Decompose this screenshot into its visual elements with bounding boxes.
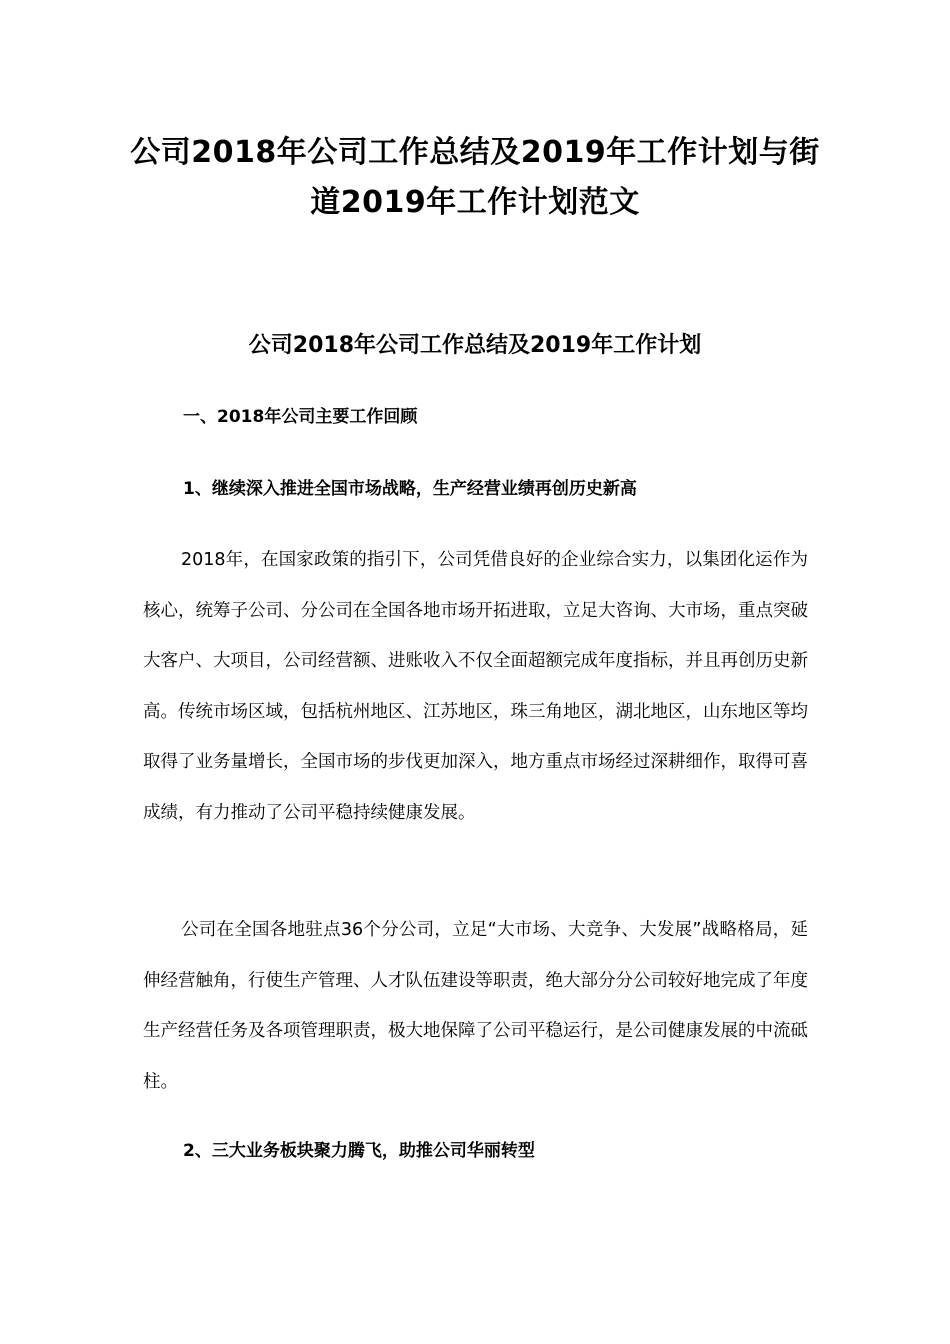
- paragraph-2018-overview: 2018年，在国家政策的指引下，公司凭借良好的企业综合实力，以集团化运作为核心，统筹子公司、分公司在全国各地市场开拓进取，立足大咨询、大市场，重点突破大客户、大项目，公司经营额、进账收入不仅全面超额完成年度指标，并且再创历史新高。传统市场区域，包括杭州地区、江苏地区，珠三角地区，湖北地区，山东地区等均取得了业务量增长，全国市场的步伐更加深入，地方重点市场经过深耕细作，取得可喜成绩，有力推动了公司平稳持续健康发展。: [143, 550, 808, 823]
- document-title: 公司2018年公司工作总结及2019年工作计划与街道2019年工作计划范文: [130, 135, 820, 220]
- paragraph-branch-offices: 公司在全国各地驻点36个分公司，立足“大市场、大竞争、大发展”战略格局，延伸经营触角，行使生产管理、人才队伍建设等职责，绝大部分分公司较好地完成了年度生产经营任务及各项管理职责，极大地保障了公司平稳运行，是公司健康发展的中流砥柱。: [143, 920, 808, 1092]
- heading-national-market: 1、继续深入推进全国市场战略，生产经营业绩再创历史新高: [183, 479, 637, 499]
- heading-review: 一、2018年公司主要工作回顾: [183, 407, 418, 427]
- heading-business-segments: 2、三大业务板块聚力腾飞，助推公司华丽转型: [183, 1141, 535, 1161]
- section-title: 公司2018年公司工作总结及2019年工作计划: [248, 333, 702, 358]
